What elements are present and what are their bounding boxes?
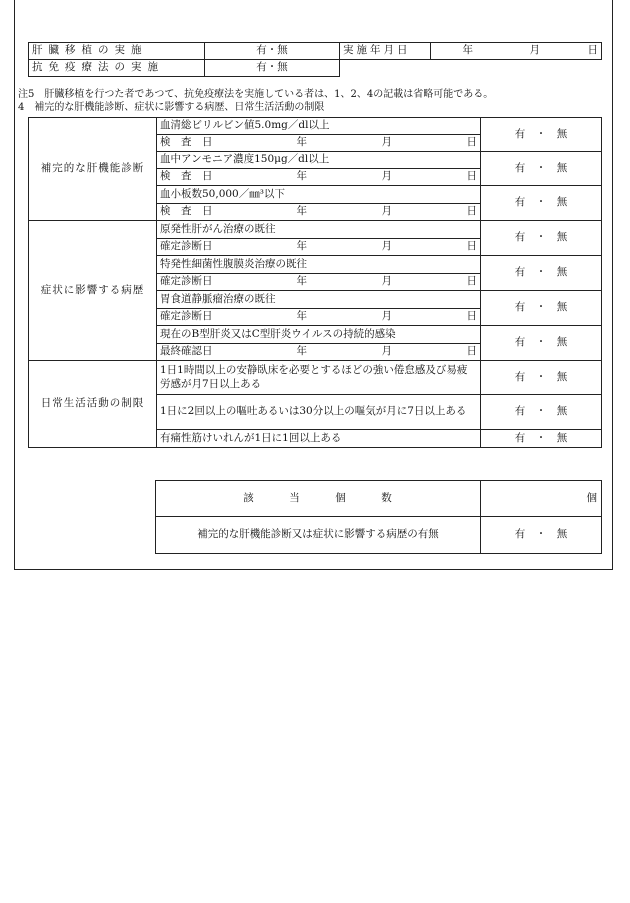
item-desc: 1日に2回以上の嘔吐あるいは30分以上の嘔気が月に7日以上ある	[157, 395, 481, 430]
top-table	[28, 42, 602, 77]
main-table	[28, 117, 602, 448]
item-desc: 原発性肝がん治療の既往	[157, 221, 481, 239]
liver-transplant-value[interactable]: 有・無	[205, 43, 340, 60]
transplant-date-field[interactable]: 年 月 日	[431, 43, 602, 60]
item-desc: 現在のB型肝炎又はC型肝炎ウイルスの持続的感染	[157, 326, 481, 344]
group-title-history: 症状に影響する病歴	[29, 221, 157, 361]
note-5: 注5 肝臓移植を行つた者であつて、抗免疫療法を実施している者は、1、2、4の記載は省略可能である。	[18, 89, 494, 100]
item-date[interactable]: 確定診断日 年 月 日	[157, 239, 481, 256]
count-label: 該 当 個 数	[156, 481, 481, 517]
item-date[interactable]: 最終確認日 年 月 日	[157, 344, 481, 361]
item-desc: 血小板数50,000／㎜³以下	[157, 186, 481, 204]
item-desc: 1日1時間以上の安静臥床を必要とするほどの強い倦怠感及び易疲労感が月7日以上ある	[157, 361, 481, 395]
immunotherapy-value[interactable]: 有・無	[205, 60, 340, 77]
item-date[interactable]: 検 査 日 年 月 日	[157, 204, 481, 221]
summary-table	[155, 480, 602, 554]
group-title-daily-activity: 日常生活活動の制限	[29, 361, 157, 448]
item-value[interactable]: 有 ・ 無	[481, 221, 602, 256]
transplant-date-label: 実施年月日	[340, 43, 431, 60]
item-value[interactable]: 有 ・ 無	[481, 291, 602, 326]
count-field[interactable]: 個	[481, 481, 602, 517]
presence-value[interactable]: 有 ・ 無	[481, 517, 602, 554]
item-date[interactable]: 確定診断日 年 月 日	[157, 309, 481, 326]
item-desc: 胃食道静脈瘤治療の既往	[157, 291, 481, 309]
presence-label: 補完的な肝機能診断又は症状に影響する病歴の有無	[156, 517, 481, 554]
item-desc: 血清総ビリルビン値5.0mg／dl以上	[157, 118, 481, 135]
group-title-supplementary: 補完的な肝機能診断	[29, 118, 157, 221]
item-value[interactable]: 有 ・ 無	[481, 256, 602, 291]
item-value[interactable]: 有 ・ 無	[481, 186, 602, 221]
item-desc: 血中アンモニア濃度150μg／dl以上	[157, 152, 481, 169]
item-date[interactable]: 検 査 日 年 月 日	[157, 135, 481, 152]
item-value[interactable]: 有 ・ 無	[481, 118, 602, 152]
item-date[interactable]: 検 査 日 年 月 日	[157, 169, 481, 186]
liver-transplant-label: 肝臓移植の実施	[29, 43, 205, 60]
item-value[interactable]: 有 ・ 無	[481, 152, 602, 186]
item-desc: 有痛性筋けいれんが1日に1回以上ある	[157, 430, 481, 448]
immunotherapy-label: 抗免疫療法の実施	[29, 60, 205, 77]
section-4-heading: 4 補完的な肝機能診断、症状に影響する病歴、日常生活活動の制限	[18, 102, 325, 113]
item-value[interactable]: 有 ・ 無	[481, 361, 602, 395]
item-value[interactable]: 有 ・ 無	[481, 430, 602, 448]
item-date[interactable]: 確定診断日 年 月 日	[157, 274, 481, 291]
item-value[interactable]: 有 ・ 無	[481, 326, 602, 361]
item-value[interactable]: 有 ・ 無	[481, 395, 602, 430]
item-desc: 特発性細菌性腹膜炎治療の既往	[157, 256, 481, 274]
